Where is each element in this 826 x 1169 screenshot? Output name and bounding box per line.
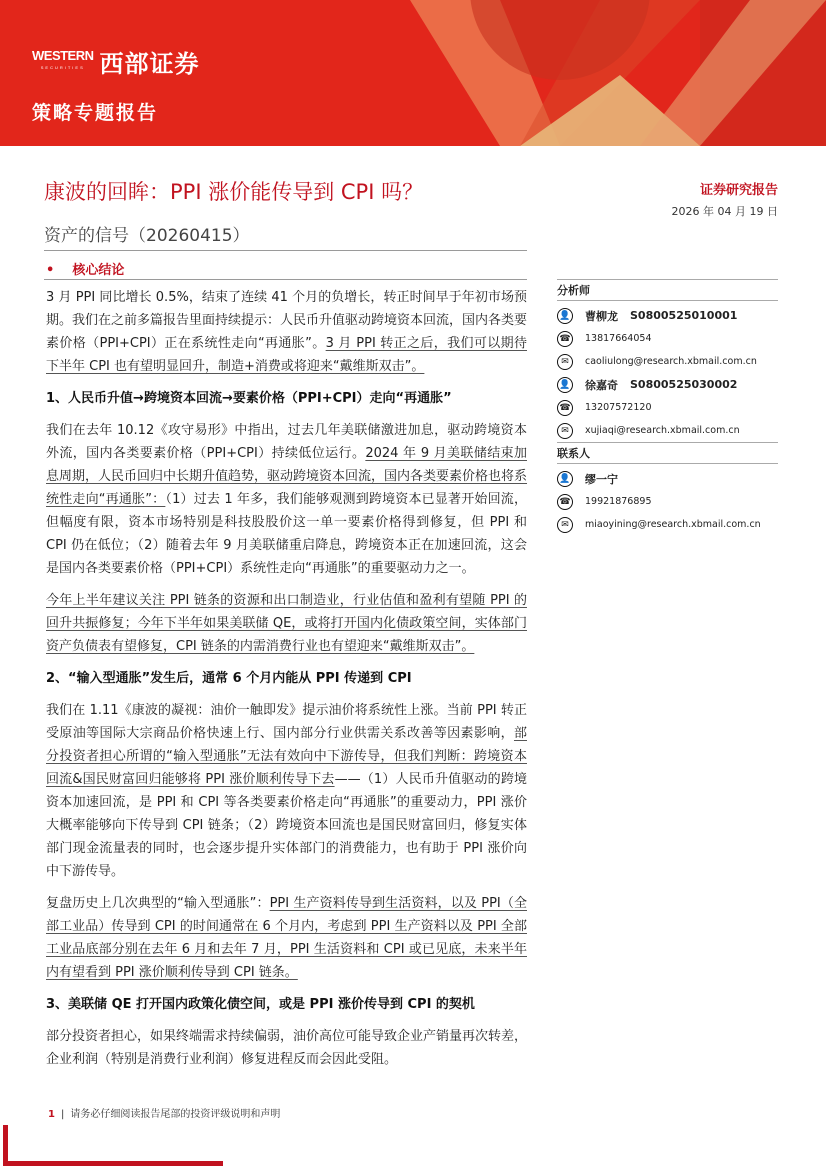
page-number: 1 — [48, 1109, 55, 1120]
email-icon: ✉ — [557, 354, 573, 370]
disclaimer-note: 请务必仔细阅读报告尾部的投资评级说明和声明 — [70, 1109, 281, 1120]
email-address[interactable]: xujiaqi@research.xbmail.com.cn — [585, 425, 740, 436]
divider — [44, 279, 527, 280]
company-logo: WESTERN SECURITIES 西部证券 — [32, 47, 200, 78]
email-row[interactable] — [557, 513, 778, 536]
phone-icon: ☎ — [557, 400, 573, 416]
section-heading — [46, 387, 527, 410]
certificate-id: S0800525010001 — [630, 309, 738, 322]
email-address[interactable]: miaoyining@research.xbmail.com.cn — [585, 519, 761, 530]
text-segment: 2、“输入型通胀”发生后，通常 6 个月内能从 PPI 传递到 CPI — [46, 671, 412, 686]
report-subtitle: 资产的信号（20260415） — [44, 226, 250, 246]
text-segment: 1、人民币升值→跨境资本回流→要素价格（PPI+CPI）走向“再通胀” — [46, 391, 452, 406]
email-row[interactable] — [557, 419, 778, 442]
person-name: 徐嘉奇 — [585, 378, 618, 392]
phone-row — [557, 327, 778, 350]
person-icon: 👤 — [557, 377, 573, 393]
divider — [44, 250, 527, 251]
text-segment: ——（1）人民币升值驱动的跨境资本加速回流，是 PPI 和 CPI 等各类要素价格走向“再通胀”的重要动力，PPI 涨价大概率能够向下传导到 CPI 链条；（2）跨境资本回流也是国民财富回归，修复实体部门现金流量表的同时，也会逐步提升实体部门的消费能力，也有助于 PPI 涨价向中下游传导。 — [46, 772, 527, 879]
page-footer: 1 | 请务必仔细阅读报告尾部的投资评级说明和声明 — [48, 1109, 281, 1120]
report-title: 康波的回眸：PPI 涨价能传导到 CPI 吗？ — [44, 180, 424, 204]
paragraph — [46, 589, 527, 658]
person-name-row — [557, 467, 778, 490]
person-name-row — [557, 304, 778, 327]
report-series: 策略专题报告 — [32, 102, 159, 124]
phone-number: 13207572120 — [585, 402, 652, 413]
email-icon: ✉ — [557, 423, 573, 439]
person-name-row — [557, 373, 778, 396]
section-heading — [46, 993, 527, 1016]
email-icon: ✉ — [557, 517, 573, 533]
phone-number: 13817664054 — [585, 333, 652, 344]
highlighted-text: 3 月 PPI 转正之后，我们可以期待下半年 CPI 也有望明显回升，制造+消费或将迎来“戴维斯双击”。 — [46, 336, 527, 374]
header-banner — [0, 0, 826, 146]
corner-decoration — [3, 1125, 223, 1166]
person-name: 缪一宁 — [585, 472, 618, 486]
phone-number: 19921876895 — [585, 496, 652, 507]
text-segment: 部分投资者担心，如果终端需求持续偏弱，油价高位可能导致企业产销量再次转差，企业利润（特别是消费行业利润）修复进程反而会因此受阻。 — [46, 1029, 528, 1067]
text-segment: 3、美联储 QE 打开国内政策化债空间，或是 PPI 涨价传导到 CPI 的契机 — [46, 997, 475, 1012]
core-conclusion-heading: • 核心结论 — [46, 263, 125, 278]
paragraph — [46, 1025, 527, 1071]
email-row[interactable] — [557, 350, 778, 373]
highlighted-text: 部分投资者担心所谓的“输入型通胀”无法有效向中下游传导，但我们判断：跨境资本回流&国民财富回归能够将 PPI 涨价顺利传导下去 — [46, 726, 527, 787]
main-content — [46, 286, 527, 1080]
phone-icon: ☎ — [557, 494, 573, 510]
paragraph — [46, 892, 527, 984]
text-segment: （1）过去 1 年多，我们能够观测到跨境资本已显著开始回流，但幅度有限，资本市场特别是科技股股价这一单一要素价格得到修复，但 PPI 和 CPI 仍在低位；（2）随着去年 9 月美联储重启降息，跨境资本正在加速回流，这会是国内各类要素价格（PPI+CPI）系统性走向“再通胀”的重要驱动力之一。 — [46, 492, 527, 576]
certificate-id: S0800525030002 — [630, 378, 738, 391]
text-segment: 我们在 1.11《康波的凝视：油价一触即发》提示油价将系统性上涨。当前 PPI 转正受原油等国际大宗商品价格快速上行、国内部分行业供需关系改善等因素影响， — [46, 703, 527, 741]
contact-label: 联系人 — [557, 442, 778, 464]
phone-row — [557, 490, 778, 513]
analyst-panel — [557, 279, 778, 536]
person-icon: 👤 — [557, 471, 573, 487]
report-type: 证券研究报告 — [699, 183, 778, 198]
person-icon: 👤 — [557, 308, 573, 324]
text-segment: 3 月 PPI 同比增长 0.5%，结束了连续 41 个月的负增长，转正时间早于年初市场预期。我们在之前多篇报告里面持续提示：人民币升值驱动跨境资本回流，国内各类要素价格（PPI+CPI）正在系统性走向“再通胀”。 — [46, 290, 528, 351]
text-segment: 我们在去年 10.12《攻守易形》中指出，过去几年美联储激进加息，驱动跨境资本外流，国内各类要素价格（PPI+CPI）持续低位运行。 — [46, 423, 527, 461]
highlighted-text: 今年上半年建议关注 PPI 链条的资源和出口制造业，行业估值和盈利有望随 PPI 的回升共振修复；今年下半年如果美联储 QE，或将打开国内化债政策空间，实体部门资产负债表有望修复，CPI 链条的内需消费行业也有望迎来“戴维斯双击”。 — [46, 593, 527, 654]
paragraph — [46, 419, 527, 580]
email-address[interactable]: caoliulong@research.xbmail.com.cn — [585, 356, 757, 367]
section-heading — [46, 667, 527, 690]
analyst-label: 分析师 — [557, 279, 778, 301]
paragraph — [46, 286, 527, 378]
phone-icon: ☎ — [557, 331, 573, 347]
report-date: 2026 年 04 月 19 日 — [671, 205, 778, 218]
highlighted-text: PPI 生产资料传导到生活资料，以及 PPI（全部工业品）传导到 CPI 的时间通常在 6 个月内，考虑到 PPI 生产资料以及 PPI 全部工业品底部分别在去年 6 月和去年 7 月，PPI 生活资料和 CPI 或已见底，未来半年内有望看到 PPI 涨价顺利传导到 CPI 链条。 — [46, 896, 527, 980]
person-name: 曹柳龙 — [585, 309, 618, 323]
paragraph — [46, 699, 527, 883]
highlighted-text: 2024 年 9 月美联储结束加息周期，人民币回归中长期升值趋势，驱动跨境资本回流，国内各类要素价格也将系统性走向“再通胀”： — [46, 446, 528, 507]
text-segment: 复盘历史上几次典型的“输入型通胀”： — [46, 896, 270, 911]
phone-row — [557, 396, 778, 419]
